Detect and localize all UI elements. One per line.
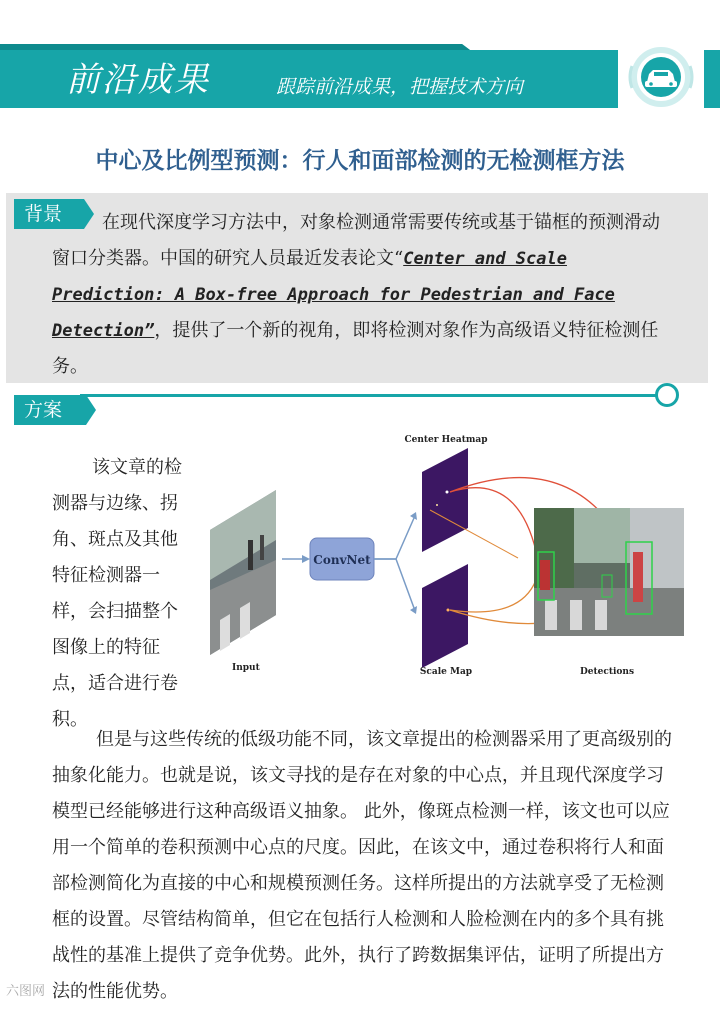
section-divider-dot	[655, 383, 679, 407]
banner-subtitle: 跟踪前沿成果，把握技术方向	[276, 76, 524, 98]
car-icon	[618, 44, 704, 110]
background-text-before: 在现代深度学习方法中，对象检测通常需要传统或基于锚框的预测滑动窗口分类器。中国的研究人员最近发表论文“	[52, 212, 660, 269]
paper-title-link[interactable]: Center and Scale Prediction: A Box-free Approach for Pedestrian and Face Detection”	[52, 249, 615, 341]
input-image	[210, 490, 276, 655]
background-text-after: ，提供了一个新的视角，即将检测对象作为高级语义特征检测任务。	[52, 320, 659, 377]
heatmap-label: Center Heatmap	[404, 435, 488, 445]
method-side-paragraph: 该文章的检测器与边缘、拐角、斑点及其他特征检测器一样，会扫描整个图像上的特征点，适合进行卷积。	[52, 457, 182, 730]
watermark: 六图网	[6, 984, 46, 999]
section-divider-line	[80, 394, 660, 397]
detections-label: Detections	[579, 667, 635, 677]
section-tag-background: 背景	[14, 199, 84, 229]
method-main-paragraph: 但是与这些传统的低级功能不同，该文章提出的检测器采用了更高级别的抽象化能力。也就是说，该文寻找的是存在对象的中心点，并且现代深度学习模型已经能够进行这种高级语义抽象。 此外，像斑点检测一样，该文也可以应用一个简单的卷积预测中心点的尺度。因此，在该文中，通过卷积将行人和面部检测简化为直接的中心和规模预测任务。这样所提出的方法就享受了无检测框的设置。尽管结构简单，但它在包括行人检测和人脸检测在内的多个具有挑战性的基准上提供了竞争优势。此外，执行了跨数据集评估，证明了所提出方法的性能优势。	[52, 729, 672, 1002]
input-label: Input	[232, 663, 260, 673]
detections-image	[534, 508, 684, 636]
section-tag-method: 方案	[14, 395, 86, 425]
scalemap-label: Scale Map	[419, 667, 473, 677]
background-paragraph	[52, 205, 672, 385]
article-title: 中心及比例型预测：行人和面部检测的无检测框方法	[95, 148, 625, 174]
architecture-figure	[200, 430, 690, 685]
center-heatmap	[422, 448, 468, 552]
banner-title: 前沿成果	[66, 60, 210, 100]
convnet-label: ConvNet	[313, 553, 371, 567]
scale-map	[422, 564, 468, 668]
